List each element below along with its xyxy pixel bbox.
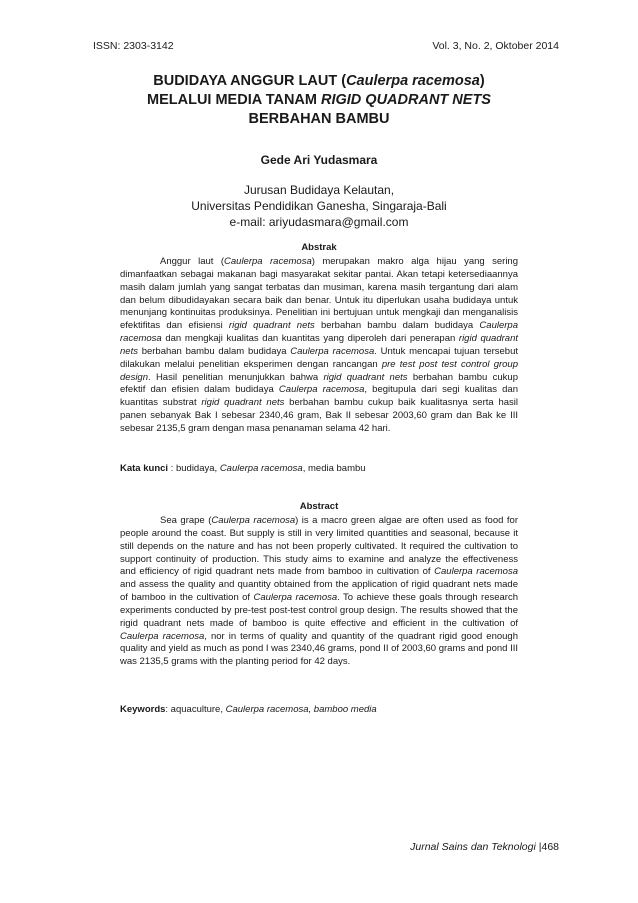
text-run-italic: rigid quadrant nets [120, 333, 518, 357]
text-run-italic: Caulerpa racemosa [211, 515, 296, 526]
keywords [120, 704, 518, 715]
text-run: : budidaya, [168, 463, 220, 474]
text-run: berbahan bambu cukup baik kualitasnya serta hasil panen sebanyak Bak I sebesar 2340,46 gram, Bak II sebesar 2003,60 gram dan Bak ke III sebesar 2135,5 gram dengan masa penanaman selama 42 hari. [120, 397, 518, 434]
text-run-italic: Caulerpa racemosa [219, 463, 303, 474]
text-run: berbahan bambu cukup efektif dan efisien dalam budidaya [120, 371, 518, 396]
text-run-italic: rigid quadrant nets [323, 371, 408, 383]
text-run: dan mengkaji kualitas dan kuantitas yang diperoleh dari penerapan [161, 333, 459, 345]
text-run: Anggur laut ( [160, 256, 225, 267]
title-line-1 [90, 72, 548, 91]
affiliation-email: e-mail: ariyudasmara@gmail.com [229, 215, 409, 229]
text-run: , media bambu [302, 463, 366, 474]
text-run-italic: rigid quadrant nets [228, 320, 315, 332]
title-line-2 [90, 91, 548, 110]
footer-page-number: |468 [538, 841, 559, 853]
text-run: . To achieve these goals through research experiments conducted by pre-test post-test control group design. The results showed that the rigid quadrant nets made of bamboo is quite effective and efficient in the cultivation of [120, 592, 519, 629]
text-run-italic: Caulerpa racemosa [434, 566, 518, 578]
abstract-body [120, 515, 518, 669]
abstrak-heading: Abstrak [301, 242, 337, 253]
paper-title [90, 72, 548, 129]
title-term: RIGID QUADRANT NETS [321, 92, 491, 108]
author-name: Gede Ari Yudasmara [260, 153, 378, 167]
text-run: and assess the quality and quantity obtained from the application of rigid quadrant nets made of bamboo in the cultivation of [120, 579, 518, 604]
title-species: Caulerpa racemosa [346, 73, 480, 89]
text-run-italic: Caulerpa racemosa [224, 256, 312, 267]
affiliation-dept: Jurusan Budidaya Kelautan, [243, 183, 395, 197]
title-text: MELALUI MEDIA TANAM [147, 92, 321, 108]
text-run-italic: Caulerpa racemosa [290, 345, 375, 357]
text-run: . Untuk mencapai tujuan tersebut dilakukan melalui penelitian eksperimen dengan rancangan [120, 345, 518, 370]
text-run-italic: rigid quadrant nets [201, 397, 285, 409]
abstract-heading: Abstract [299, 501, 339, 512]
text-run: , begitupula dari segi kualitas dan kuantitas substrat [120, 384, 518, 409]
title-line-3: BERBAHAN BAMBU [248, 111, 390, 127]
kata-kunci-label: Kata kunci [120, 463, 169, 474]
text-run-italic: Caulerpa racemosa [120, 630, 205, 642]
text-run-italic: Caulerpa racemosa, bamboo media [225, 704, 377, 715]
affiliation [90, 182, 548, 230]
header-volume: Vol. 3, No. 2, Oktober 2014 [432, 40, 559, 52]
header-issn: ISSN: 2303-3142 [93, 40, 174, 52]
title-text: BUDIDAYA ANGGUR LAUT ( [153, 73, 347, 89]
text-run-italic: pre test post test control group design [120, 358, 518, 383]
abstrak-body [120, 256, 518, 436]
text-run: ) merupakan makro alga hijau yang sering dimanfaatkan sebagai makanan bagi masyarakat sekitar pantai. Akan tetapi ketersediaannya masih dalam jumlah yang sangat terbatas dan musiman, karena masih tergantung dari alam dan belum dibudidayakan secara baik dan benar. Untuk itu diperlukan usaha budidaya untuk menunjang kontinuitas produksinya. Penelitian ini bertujuan untuk mengkaji dan menganalisis efektifitas dan efisiensi [120, 256, 518, 332]
text-run: berbahan bambu dalam budidaya [137, 345, 291, 357]
keywords-label: Keywords [120, 704, 166, 715]
text-run: ) is a macro green algae are often used as food for people around the coast. But supply is still in very limited quantities and seasonal, because it still depends on the nature and has not been properly cultivated. It required the cultivation to support continuity of production. This study aims to examine and analyze the effectiveness and efficiency of rigid quadrant nets made from bamboo in cultivation of [120, 515, 518, 578]
text-run: , nor in terms of quality and quantity of the quadrant rigid good enough quality and yield as much as pond I was 2340,46 grams, pond II of 2003,60 grams and pond III was 2135,5 grams with the planting period for 42 days. [120, 630, 518, 668]
affiliation-univ: Universitas Pendidikan Ganesha, Singaraja-Bali [191, 199, 447, 213]
text-run-italic: Caulerpa racemosa [120, 320, 518, 345]
text-run: berbahan bambu dalam budidaya [314, 320, 480, 332]
text-run: : aquaculture, [165, 704, 226, 715]
title-text: ) [479, 73, 485, 89]
footer-journal: Jurnal Sains dan Teknologi [410, 841, 536, 853]
kata-kunci [120, 463, 518, 474]
text-run: Sea grape ( [160, 515, 212, 526]
text-run-italic: Caulerpa racemosa [253, 592, 338, 604]
footer [410, 841, 559, 853]
text-run-italic: Caulerpa racemosa [278, 384, 365, 396]
text-run: . Hasil penelitian menunjukkan bahwa [148, 371, 324, 383]
